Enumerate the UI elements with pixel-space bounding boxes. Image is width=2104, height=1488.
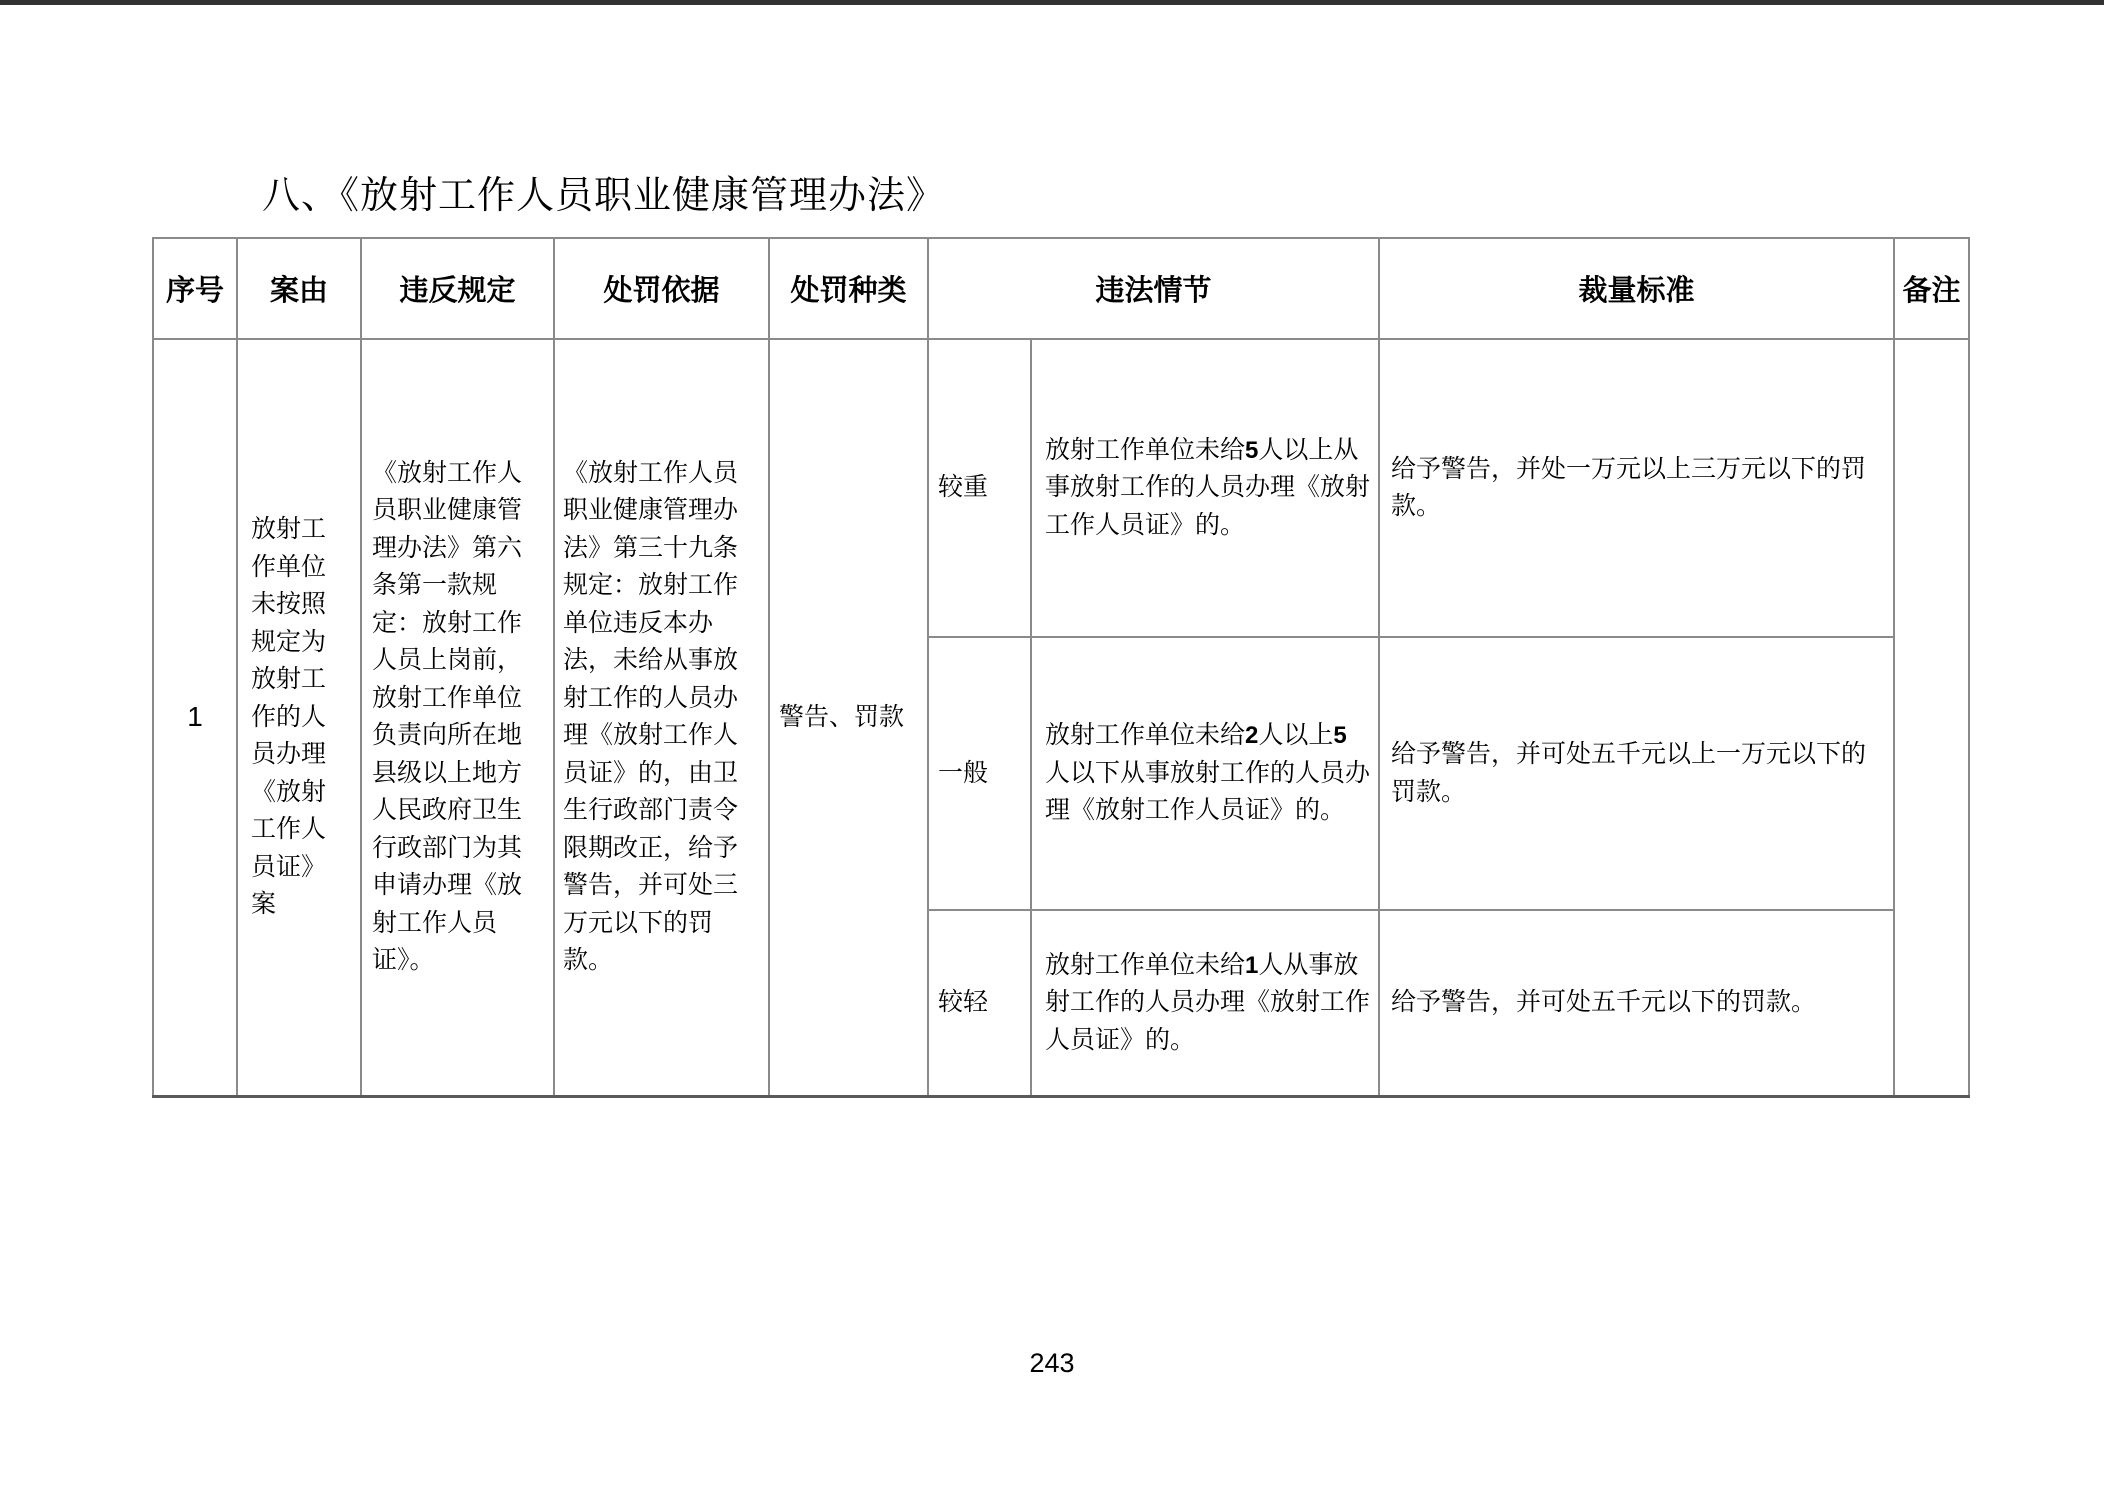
col-header-illegal-circumstances: 违法情节 [928,238,1379,339]
col-header-discretion-standard: 裁量标准 [1379,238,1894,339]
cell-circumstance-severe: 放射工作单位未给5人以上从事放射工作的人员办理《放射工作人员证》的。 [1031,339,1379,637]
col-header-penalty-type: 处罚种类 [769,238,928,339]
col-header-cause: 案由 [237,238,361,339]
cell-index: 1 [153,339,237,1096]
cell-circumstance-light: 放射工作单位未给1人从事放射工作的人员办理《放射工作人员证》的。 [1031,910,1379,1096]
cell-penalty-type: 警告、罚款 [769,339,928,1096]
col-header-penalty-basis: 处罚依据 [554,238,769,339]
page-title: 八、《放射工作人员职业健康管理办法》 [262,175,946,217]
cell-cause: 放射工作单位未按照规定为放射工作的人员办理《放射工作人员证》案 [237,339,361,1096]
cell-severity-light: 较轻 [928,910,1031,1096]
page-number: 243 [1029,1348,1075,1378]
cell-severity-severe: 较重 [928,339,1031,637]
table-row-severe [153,339,1969,637]
cell-remarks [1894,339,1969,1096]
penalty-discretion-table [152,237,1970,1098]
col-header-violated-provision: 违反规定 [361,238,554,339]
window-top-edge [0,0,2104,5]
col-header-index: 序号 [153,238,237,339]
cell-severity-general: 一般 [928,637,1031,910]
cell-standard-light: 给予警告，并可处五千元以下的罚款。 [1379,910,1894,1096]
col-header-remarks: 备注 [1894,238,1969,339]
cell-standard-severe: 给予警告，并处一万元以上三万元以下的罚款。 [1379,339,1894,637]
table-header-row [153,238,1969,339]
cell-penalty-basis: 《放射工作人员职业健康管理办法》第三十九条规定：放射工作单位违反本办法，未给从事放射工作的人员办理《放射工作人员证》的，由卫生行政部门责令限期改正，给予警告，并可处三万元以下的罚款。 [554,339,769,1096]
cell-circumstance-general: 放射工作单位未给2人以上5人以下从事放射工作的人员办理《放射工作人员证》的。 [1031,637,1379,910]
cell-standard-general: 给予警告，并可处五千元以上一万元以下的罚款。 [1379,637,1894,910]
cell-violated-provision: 《放射工作人员职业健康管理办法》第六条第一款规定：放射工作人员上岗前，放射工作单位负责向所在地县级以上地方人民政府卫生行政部门为其申请办理《放射工作人员证》。 [361,339,554,1096]
